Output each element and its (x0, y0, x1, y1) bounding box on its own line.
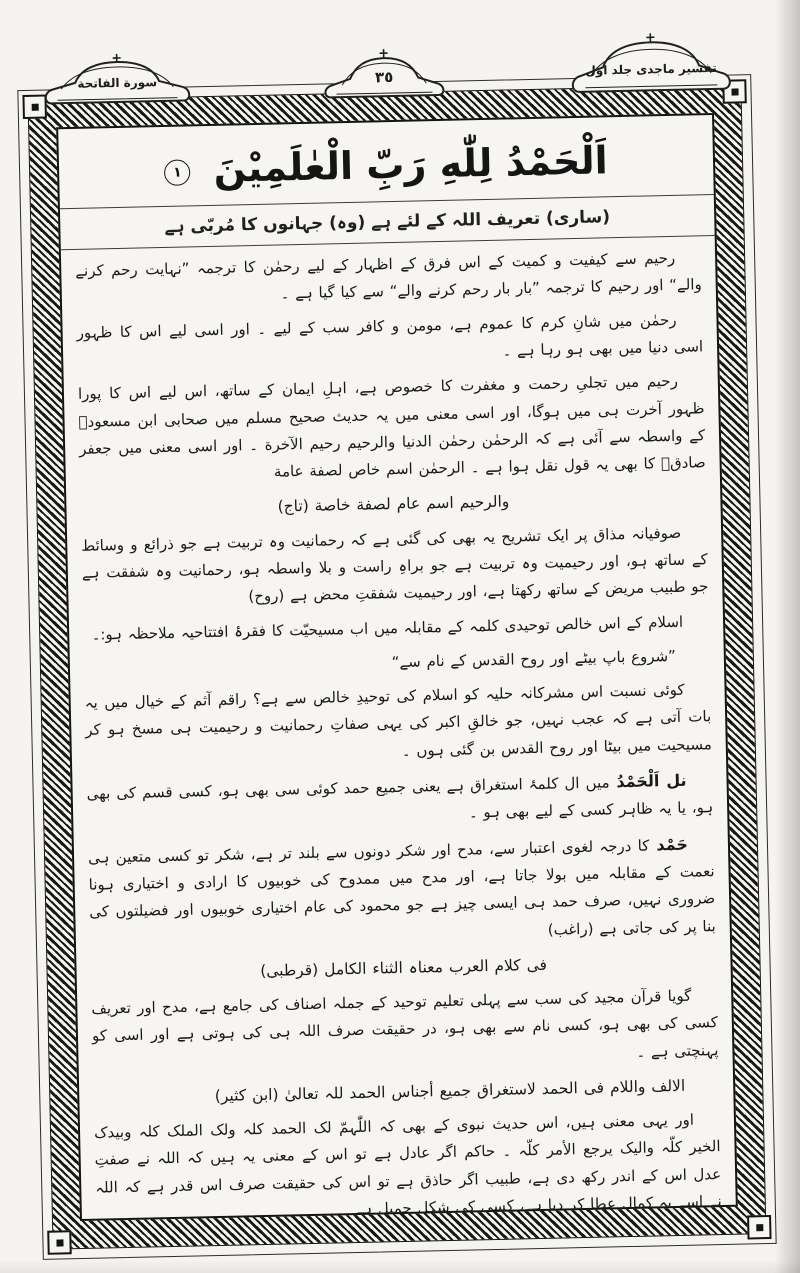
paragraph: رحیم سے کیفیت و کمیت کے اس فرق کے اظہار کے لیے رحمٰن کا ترجمہ ”نہایت رحم کرنے والے“ اور رحیم کا ترجمہ ”بار بار رحم کرنے والے“ سے کیا گیا ہے ۔ (75, 248, 702, 303)
body-text (75, 238, 722, 1221)
surah-name-cartouche (41, 50, 194, 109)
paragraph: حَمْد کا درجہ لغوی اعتبار سے، مدح اور شکر دونوں سے بلند تر ہے، شکر تو کسی متعین ہی نعمت کے مقابلہ میں بولا جاتا ہے، اور مدح میں ممدوح کی خوبیوں کا ارادی و اختیاری ہونا ضروری نہیں، صرف حمد ہی ایسی چیز ہے جو محمود کی عام اختیاری خوبیوں اور فضیلتوں کی بنا پر کی جاتی ہے (راغب) (87, 834, 716, 939)
paragraph: فی کلام العرب معناہ الثناء الکامل (قرطبی) (260, 955, 548, 980)
ayah-translation: (ساری) تعریف اللہ کے لئے ہے (وہ) جہانوں کا مُربّی ہے (164, 207, 611, 238)
book-title-label: تفسير ماجدى جلد اول (585, 60, 717, 78)
paragraph-lead: حَمْد (649, 834, 689, 855)
paragraph: صوفیانہ مذاق پر ایک تشریح یہ بھی کی گئی ہے کہ رحمانیت وہ تربیت ہے جو ذرائع و وسائط کے ساتھ ہو، اور رحیمیت وہ تربیت ہے جو براہِ راست و بلا واسطہ ہو، رحمانیت وہ شفقت ہے جو طبیب مریض کے ساتھ رکھتا ہے، اور رحیمیت شفقتِ محض ہے (روح) (81, 523, 709, 606)
corner-ornament (747, 1215, 772, 1240)
title-block (72, 121, 700, 250)
book-title-cartouche (566, 30, 735, 98)
scan-shadow (774, 0, 800, 1273)
ayah-number-marker: ۱ (164, 159, 191, 186)
surah-name-label: سورة الفاتحة (77, 75, 158, 91)
paragraph-lead: نل اَلْحَمْدُ (609, 770, 687, 792)
ayah-calligraphy (72, 121, 699, 206)
paragraph: اور یہی معنی ہیں، اس حدیث نبوی کے بھی کہ اللّٰہمّ لک الحمد کلہ ولک الملک کلہ وبیدک الخیر کلّہ والیک یرجع الأمر کلّہ ۔ حاکم اگر عادل ہے تو اس کے معنی یہ ہیں کہ اللہ نے صفتِ عدل اس کے اندر رکھ دی ہے، طبیب اگر حاذق ہے تو اس کی حقیقت صرف اس قدر ہے کہ اللہ نے اسے یہ کمال عطا کر دیا ہے، کسی کی شکل جمیل ہے (93, 1110, 722, 1219)
paragraph: اسلام کے اس خالص توحیدی کلمہ کے مقابلہ میں اب مسیحیّت کا فقرۂ افتتاحیہ ملاحظہ ہو:۔ (91, 612, 684, 644)
paragraph: گویا قرآن مجید کی سب سے پہلی تعلیم توحید کے جملہ اصناف کی جامع ہے، مدح اور تعریف کسی کی بھی ہو، کسی نام سے بھی ہو، در حقیقت صرف اللہ ہی کی ہوتی ہے اور اسی کو پہنچتی ہے ۔ (91, 986, 719, 1061)
paragraph: الالف واللام فی الحمد لاستغراق جمیع أجناس الحمد للہ تعالیٰ (ابن کثیر) (214, 1076, 686, 1105)
page-frame (28, 60, 767, 1249)
rope-border (28, 84, 767, 1249)
paragraph: والرحیم اسم عام لصفة خاصة (تاج) (277, 492, 510, 517)
paragraph: کوئی نسبت اس مشرکانہ حلیہ کو اسلام کی توحیدِ خالص سے ہے؟ راقم آثم کے خیال میں یہ بات آتی ہے کہ عجب نہیں، جو خالقِ اکبر کی یہی صفاتِ رحمانیت و رحیمیت ہی مسخ ہو کر مسیحیت میں بیٹا اور روح القدس بن گئی ہوں ۔ (84, 680, 712, 760)
paragraph: ”شروع باپ بیٹے اور روح القدس کے نام سے“ (391, 646, 677, 671)
scan-shadow (0, 1259, 800, 1273)
paragraph: رحیم میں تجلیِ رحمت و مغفرت کا خصوص ہے، اہلِ ایمان کے ساتھ، اس لیے اس کا پورا ظہور آخرت ہی میں ہوگا، اور اسی معنی میں یہ حدیث صحیح مسلم میں صحابی ابن مسعودؓ کے واسطہ سے آئی ہے کہ الرحمٰن رحمٰن الدنیا والرحیم رحیم الآخرة ۔ اور اسی معنی میں جعفر صادقؒ کا بھی یہ قول نقل ہوا ہے ۔ الرحمٰن اسم خاص لصفة عامة (77, 372, 706, 481)
page-number-cartouche (319, 45, 448, 104)
paragraph: رحمٰن میں شانِ کرم کا عموم ہے، مومن و کافر سب کے لیے ۔ اور اسی لیے اس کا ظہور اسی دنیا میں بھی ہو رہا ہے ۔ (76, 310, 704, 360)
ayah-text: اَلْحَمْدُ لِلّٰهِ رَبِّ الْعٰلَمِيْنَ (213, 138, 609, 191)
page-number: ٣٥ (374, 67, 394, 87)
paragraph: نل اَلْحَمْدُ میں ال کلمۂ استغراق ہے یعنی جمیع حمد کوئی سی بھی ہو، کسی قسم کی بھی ہو، یا یہ ظاہر کسی کے لیے بھی ہو ۔ (86, 770, 714, 822)
content-box (56, 113, 738, 1221)
corner-ornament (47, 1230, 72, 1255)
